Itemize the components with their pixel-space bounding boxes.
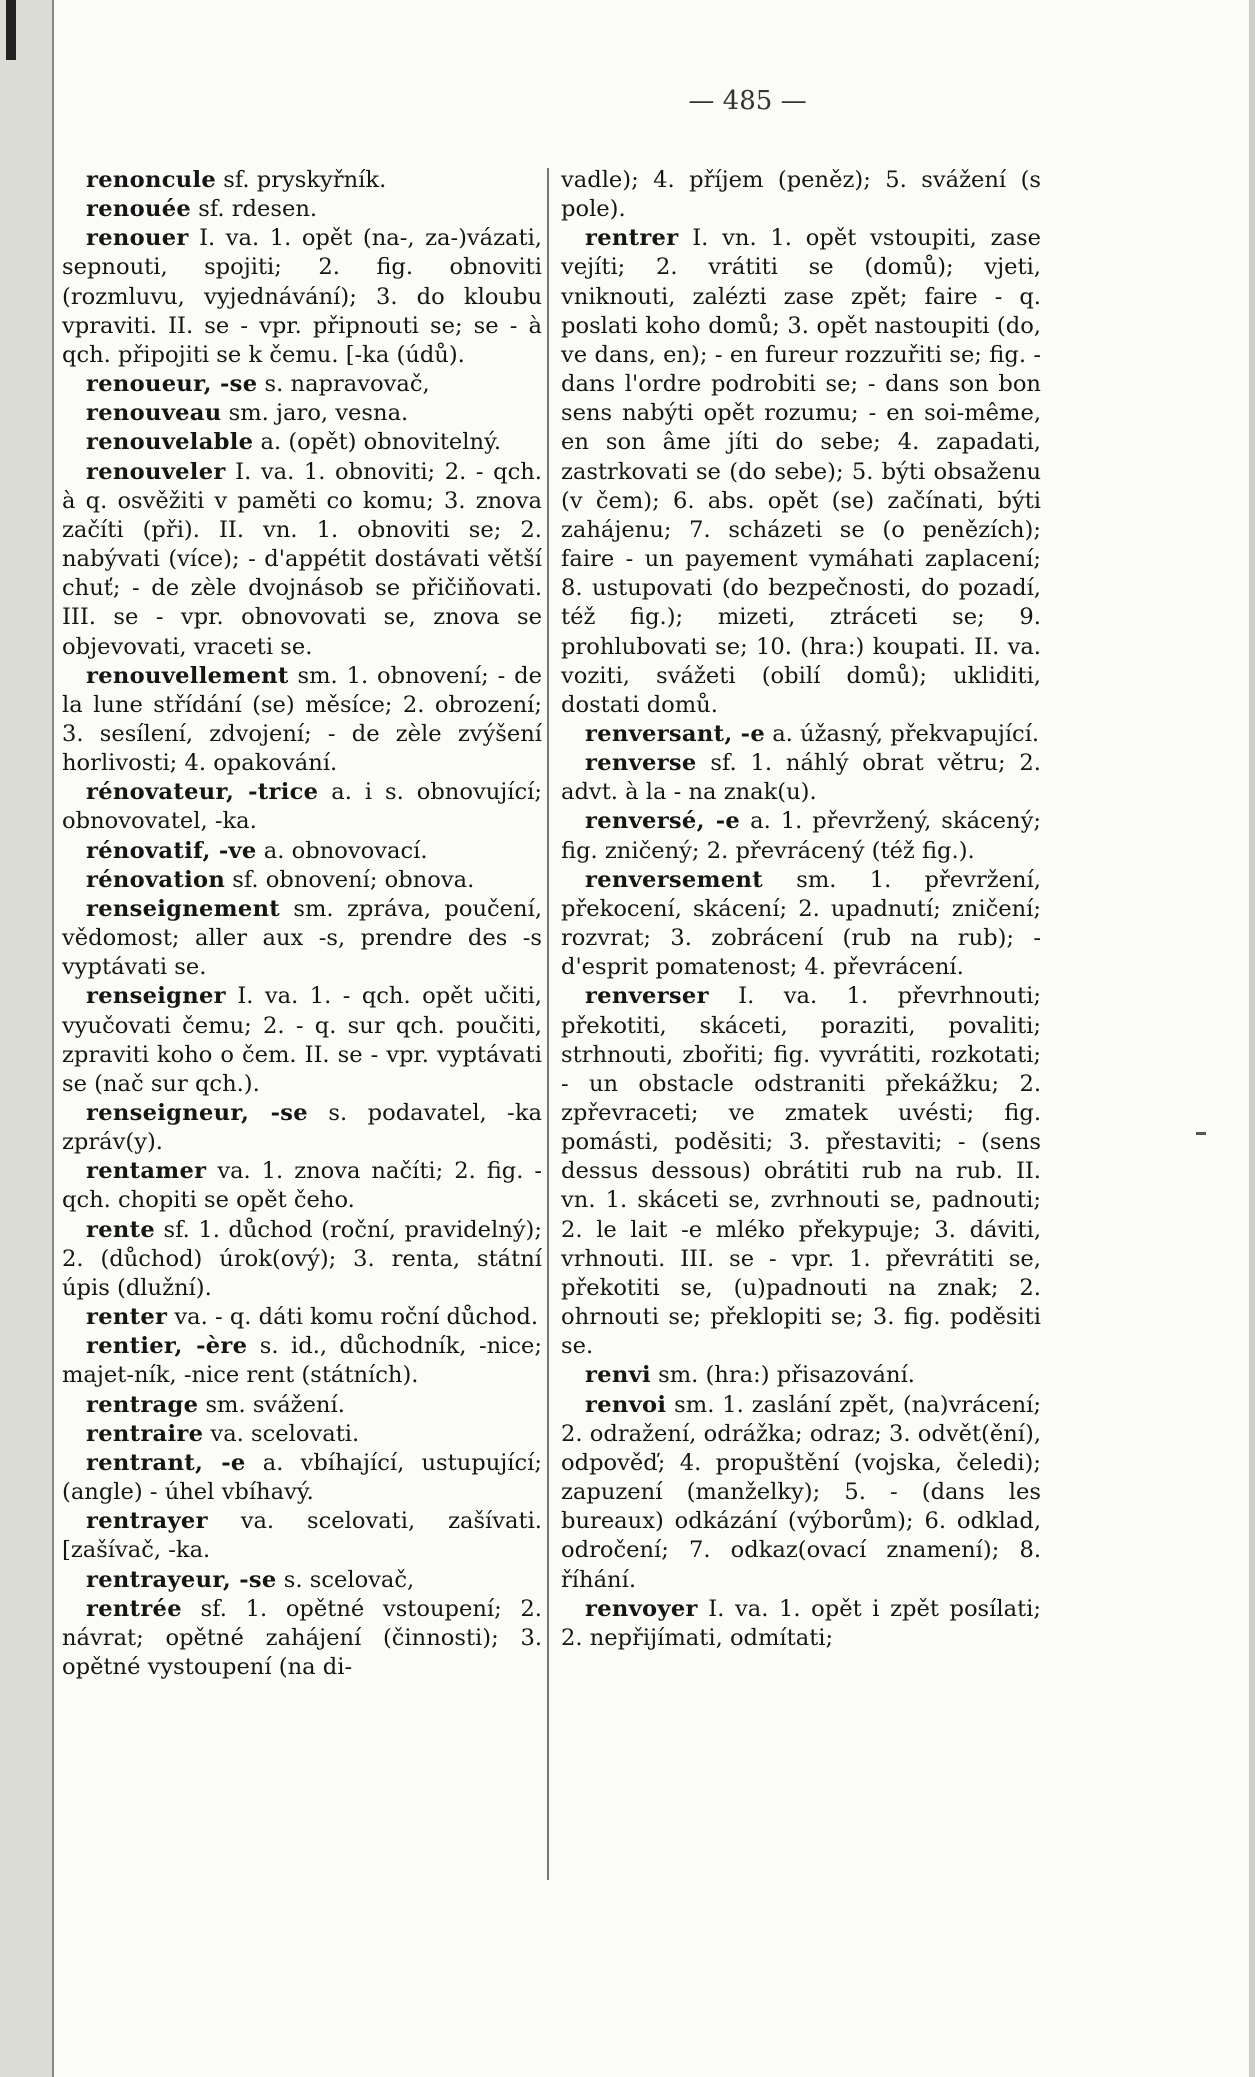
entry-definition: sm. (hra:) přisazování. xyxy=(650,1362,915,1389)
entry-headword: rentier, -ère xyxy=(86,1333,248,1360)
entry-headword: renouer xyxy=(86,225,189,252)
entry-headword: renversement xyxy=(585,866,763,893)
entry-headword: renseignement xyxy=(86,895,281,922)
entry-headword: renouvellement xyxy=(86,662,289,689)
entry-definition: va. - q. dáti komu roční důchod. xyxy=(167,1304,539,1331)
column-divider xyxy=(547,168,549,1880)
dictionary-entry xyxy=(62,866,542,895)
dictionary-entry xyxy=(62,1449,542,1507)
dictionary-entry xyxy=(561,1361,1041,1390)
dictionary-entry xyxy=(62,1595,542,1682)
entry-definition: sf. 1. opětné vstoupení; 2. návrat; opětné zahájení (činnosti); 3. opětné vystoupení (na di- xyxy=(62,1595,542,1680)
entry-definition: I. va. 1. opět i zpět posílati; 2. nepřijímati, odmítati; xyxy=(561,1595,1041,1651)
dictionary-entry xyxy=(62,778,542,836)
entry-headword: renvoyer xyxy=(585,1595,698,1622)
entry-headword: rentrer xyxy=(585,225,679,252)
entry-definition: s. id., důchodník, -nice; majet-ník, -nice rent (státních). xyxy=(62,1333,542,1389)
entry-headword: renter xyxy=(86,1304,168,1331)
entry-headword: renverse xyxy=(585,750,697,777)
entry-definition: I. va. 1. obnoviti; 2. - qch. à q. osvěžiti v paměti co komu; 3. znova začíti (při). II. vn. 1. obnoviti se; 2. nabývati (více); - d'appétit dostávati větší chuť; - de zèle dvojnásob se přičiňovati. III. se - vpr. obnovovati se, znova se objevovati, vraceti se. xyxy=(62,458,542,660)
dictionary-entry xyxy=(62,370,542,399)
dictionary-entry xyxy=(62,1507,542,1565)
dictionary-entry xyxy=(561,166,1041,224)
entry-definition: sf. 1. náhlý obrat větru; 2. advt. à la - na znak(u). xyxy=(561,750,1041,806)
entry-headword: renvi xyxy=(585,1362,651,1389)
entry-headword: renversant, -e xyxy=(585,720,766,747)
dictionary-entry xyxy=(62,895,542,982)
dictionary-entry xyxy=(62,195,542,224)
entry-definition: vadle); 4. příjem (peněz); 5. svážení (s pole). xyxy=(561,167,1041,223)
entry-headword: rénovation xyxy=(86,866,226,893)
entry-definition: I. va. 1. převrhnouti; překotiti, skáceti, poraziti, povaliti; strhnouti, zbořiti; fig. vyvrátiti, rozkotati; - un obstacle odstraniti překážku; 2. zpřevraceti; ve zmatek uvésti; fig. pomásti, poděsiti; 3. přestaviti; - (sens dessus dessous) obrátiti rub na rub. II. vn. 1. skáceti se, zvrhnouti se, padnouti; 2. le lait -e mléko překypuje; 3. dáviti, vrhnouti. III. se - vpr. 1. převrátiti se, překotiti se, (u)padnouti na znak; 2. ohrnouti se; překlopiti se; 3. fig. poděsiti se. xyxy=(561,983,1041,1360)
dictionary-entry xyxy=(62,1332,542,1390)
dictionary-entry xyxy=(561,1391,1041,1595)
entry-headword: rentamer xyxy=(86,1158,207,1185)
entry-definition: s. podavatel, -ka zpráv(y). xyxy=(62,1100,542,1156)
entry-definition: va. scelovati. xyxy=(203,1420,360,1447)
entry-headword: rente xyxy=(86,1216,156,1243)
dictionary-entry xyxy=(561,1595,1041,1653)
entry-definition: I. va. 1. opět (na-, za-)vázati, sepnouti, spojiti; 2. fig. obnoviti (rozmluvu, vyjednávání); 3. do kloubu vpraviti. II. se - vpr. připnouti se; se - à qch. připojiti se k čemu. [-ka (údů). xyxy=(62,225,542,368)
entry-definition: va. scelovati, zašívati. [zašívač, -ka. xyxy=(62,1508,542,1564)
entry-definition: sm. zpráva, poučení, vědomost; aller aux -s, prendre des -s vyptávati se. xyxy=(62,895,542,981)
dictionary-entry xyxy=(62,1420,542,1449)
entry-definition: sm. 1. zaslání zpět, (na)vrácení; 2. odražení, odrážka; odraz; 3. odvět(ění), odpověď; 4. propuštění (vojska, čeledi); zapuzení (manželky); 5. - (dans les bureaux) odkázání (výborům); 6. odklad, odročení; 7. odkaz(ovací znamení); 8. říhání. xyxy=(561,1391,1041,1593)
entry-definition: sm. 1. převržení, překocení, skácení; 2. upadnutí; zničení; rozvrat; 3. zobrácení (rub na rub); - d'esprit pomatenost; 4. převrácení. xyxy=(561,866,1041,981)
dictionary-entry xyxy=(62,224,542,370)
entry-headword: renoncule xyxy=(86,167,217,193)
dictionary-entry xyxy=(62,1391,542,1420)
entry-definition: sf. obnovení; obnova. xyxy=(225,866,475,893)
entry-headword: renouvelable xyxy=(86,429,254,456)
dictionary-entry xyxy=(62,458,542,662)
entry-definition: sm. 1. obnovení; - de la lune střídání (se) měsíce; 2. obrození; 3. sesílení, zdvojení; - de zèle zvýšení horlivosti; 4. opakování. xyxy=(62,662,542,777)
entry-definition: s. napravovač, xyxy=(257,371,430,398)
margin-mark xyxy=(1196,1132,1206,1135)
entry-headword: renseigner xyxy=(86,983,226,1010)
dictionary-entry xyxy=(561,224,1041,720)
entry-headword: rentrée xyxy=(86,1595,182,1622)
dictionary-entry xyxy=(62,1303,542,1332)
entry-headword: rénovateur, -trice xyxy=(86,779,319,806)
binding-mark xyxy=(6,0,16,60)
entry-headword: rentraire xyxy=(86,1420,204,1447)
entry-headword: rentrayeur, -se xyxy=(86,1566,277,1593)
entry-headword: rentrant, -e xyxy=(86,1449,246,1476)
dictionary-entry xyxy=(561,807,1041,865)
dictionary-entry xyxy=(62,982,542,1099)
entry-definition: sf. pryskyřník. xyxy=(216,167,387,193)
dictionary-entry xyxy=(62,837,542,866)
entry-headword: rentrayer xyxy=(86,1508,208,1535)
entry-headword: renoueur, -se xyxy=(86,371,258,398)
entry-definition: a. 1. převržený, skácený; fig. zničený; 2. převrácený (též fig.). xyxy=(561,808,1041,864)
dictionary-entry xyxy=(561,720,1041,749)
entry-definition: a. obnovovací. xyxy=(256,837,428,864)
page-edge xyxy=(1249,0,1255,2077)
entry-headword: rénovatif, -ve xyxy=(86,837,257,864)
entry-definition: a. vbíhající, ustupující; (angle) - úhel vbíhavý. xyxy=(62,1449,542,1506)
entry-definition: a. (opět) obnovitelný. xyxy=(253,429,502,456)
dictionary-entry xyxy=(62,1216,542,1303)
dictionary-entry xyxy=(62,399,542,428)
entry-headword: renouée xyxy=(86,196,192,223)
entry-headword: renouveler xyxy=(86,458,226,485)
dictionary-entry xyxy=(62,662,542,779)
page-number: — 485 — xyxy=(688,86,807,116)
entry-definition: s. scelovač, xyxy=(276,1566,415,1593)
entry-headword: renouveau xyxy=(86,400,222,427)
dictionary-entry xyxy=(62,1157,542,1215)
left-column xyxy=(62,166,542,1682)
entry-headword: renvoi xyxy=(585,1391,667,1418)
entry-definition: sf. rdesen. xyxy=(191,196,318,223)
entry-definition: I. va. 1. - qch. opět učiti, vyučovati čemu; 2. - q. sur qch. poučiti, zpraviti koho o čem. II. se - vpr. vyptávati se (nač sur qch.). xyxy=(62,983,542,1097)
entry-definition: a. úžasný, překvapující. xyxy=(765,720,1040,747)
entry-definition: sm. jaro, vesna. xyxy=(221,400,409,427)
previous-page-edge xyxy=(0,0,54,2077)
entry-definition: va. 1. znova načíti; 2. fig. - qch. chopiti se opět čeho. xyxy=(62,1158,542,1214)
dictionary-entry xyxy=(62,1099,542,1157)
entry-definition: sf. 1. důchod (roční, pravidelný); 2. (důchod) úrok(ový); 3. renta, státní úpis (dlužní). xyxy=(62,1216,542,1301)
entry-headword: renverser xyxy=(585,983,709,1010)
entry-headword: renversé, -e xyxy=(585,808,741,835)
dictionary-entry xyxy=(62,428,542,457)
dictionary-entry xyxy=(62,1566,542,1595)
dictionary-entry xyxy=(561,866,1041,983)
entry-definition: I. vn. 1. opět vstoupiti, zase vejíti; 2. vrátiti se (domů); vjeti, vniknouti, zalézti zase zpět; faire - q. poslati koho domů; 3. opět nastoupiti (do, ve dans, en); - en fureur rozzuřiti se; fig. - dans l'ordre podrobiti se; - dans son bon sens nabýti opět rozumu; - en soi-même, en son âme jíti do sebe; 4. zapadati, zastrkovati se (do sebe); 5. býti obsaženu (v čem); 6. abs. opět (se) začínati, býti zahájenu; 7. scházeti se (o penězích); faire - un payement vymáhati zaplacení; 8. ustupovati (do bezpečnosti, do pozadí, též fig.); mizeti, ztráceti se; 9. prohlubovati se; 10. (hra:) koupati. II. va. voziti, svážeti (obilí domů); ukliditi, dostati domů. xyxy=(561,225,1041,718)
entry-headword: renseigneur, -se xyxy=(86,1100,308,1126)
dictionary-entry xyxy=(561,749,1041,807)
entry-definition: sm. svážení. xyxy=(198,1391,345,1418)
dictionary-entry xyxy=(62,166,542,195)
right-column xyxy=(561,166,1041,1653)
entry-definition: a. i s. obnovující; obnovovatel, -ka. xyxy=(62,779,542,835)
entry-headword: rentrage xyxy=(86,1391,199,1418)
dictionary-entry xyxy=(561,982,1041,1361)
